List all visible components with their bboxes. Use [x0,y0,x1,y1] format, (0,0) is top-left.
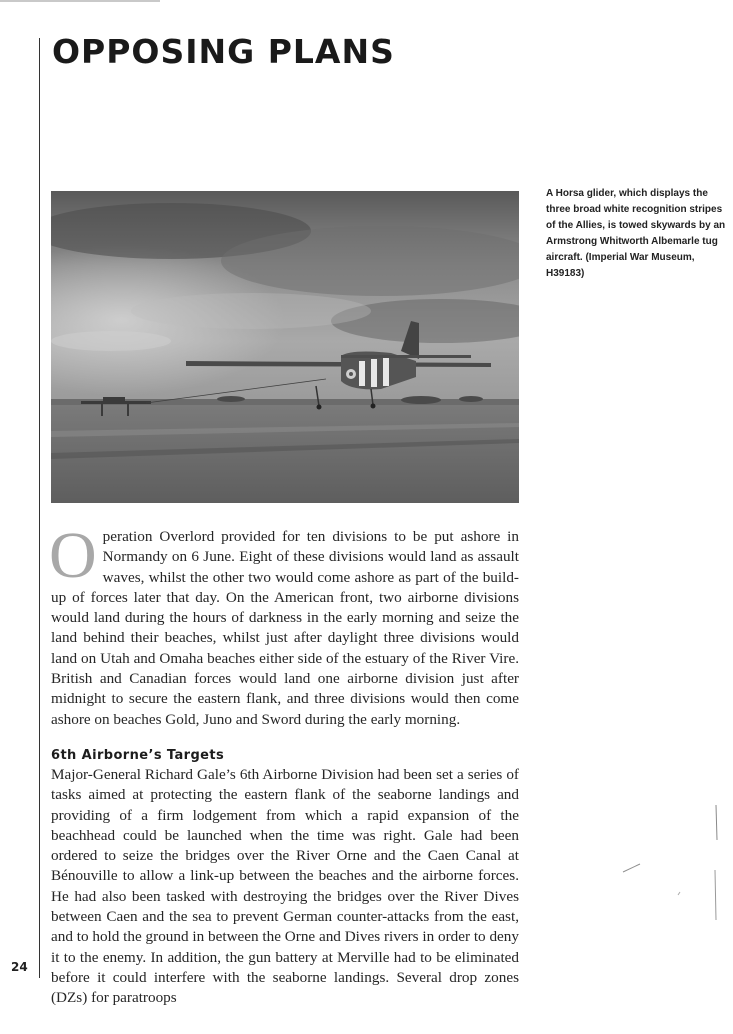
margin-rule [39,38,40,978]
top-scan-rule [0,0,160,2]
article-body [49,519,519,1009]
section-paragraph: Major-General Richard Gale’s 6th Airborne Division had been set a series of tasks aimed at protecting the eastern flank of the seaborne landings and providing of a firm lodgement from which a rapid expansion of the beachhead could be launched when the time was right. Gale had been ordered to seize the bridges over the River Orne and the Caen Canal at Bénouville to allow a link-up between the beaches and the airborne forces. He had also been tasked with destroying the bridges over the River Dives between Caen and the sea to prevent German counter-attacks from the east, and to hold the ground in between the Orne and Dives rivers in order to deny it to the enemy. In addition, the gun battery at Merville had to be eliminated before it could interfere with the seaborne landings. Several drop zones (DZs) for paratroops [51,765,519,1007]
horsa-glider-photo [51,191,519,503]
photo-illustration [51,191,519,503]
intro-paragraph [49,519,519,730]
page-number: 24 [11,960,28,974]
intro-paragraph-text: peration Overlord provided for ten divisions to be put ashore in Normandy on 6 June. Eight of these divisions would land as assault waves, whilst the other two would come ashore as part of the build-up of forces later that day. On the American front, two airborne divisions would land during the hours of darkness in the early morning and seize the land behind their beaches, whilst just after daylight three divisions would land on Utah and Omaha beaches either side of the estuary of the River Vire. British and Canadian forces would land one airborne division just after midnight to secure the eastern flank, and three divisions would then come ashore on beaches Gold, Juno and Sword during the early morning. [51,528,519,728]
drop-cap: O [49,519,97,592]
photo-caption: A Horsa glider, which displays the three broad white recognition stripes of the Allies, is towed skywards by an Armstrong Whitworth Albemarle tug aircraft. (Imperial War Museum, H39183) [546,188,726,279]
scan-artifact-marks [618,800,728,950]
page-title: OPPOSING PLANS [52,32,395,71]
section-subheading: 6th Airborne’s Targets [51,747,225,763]
